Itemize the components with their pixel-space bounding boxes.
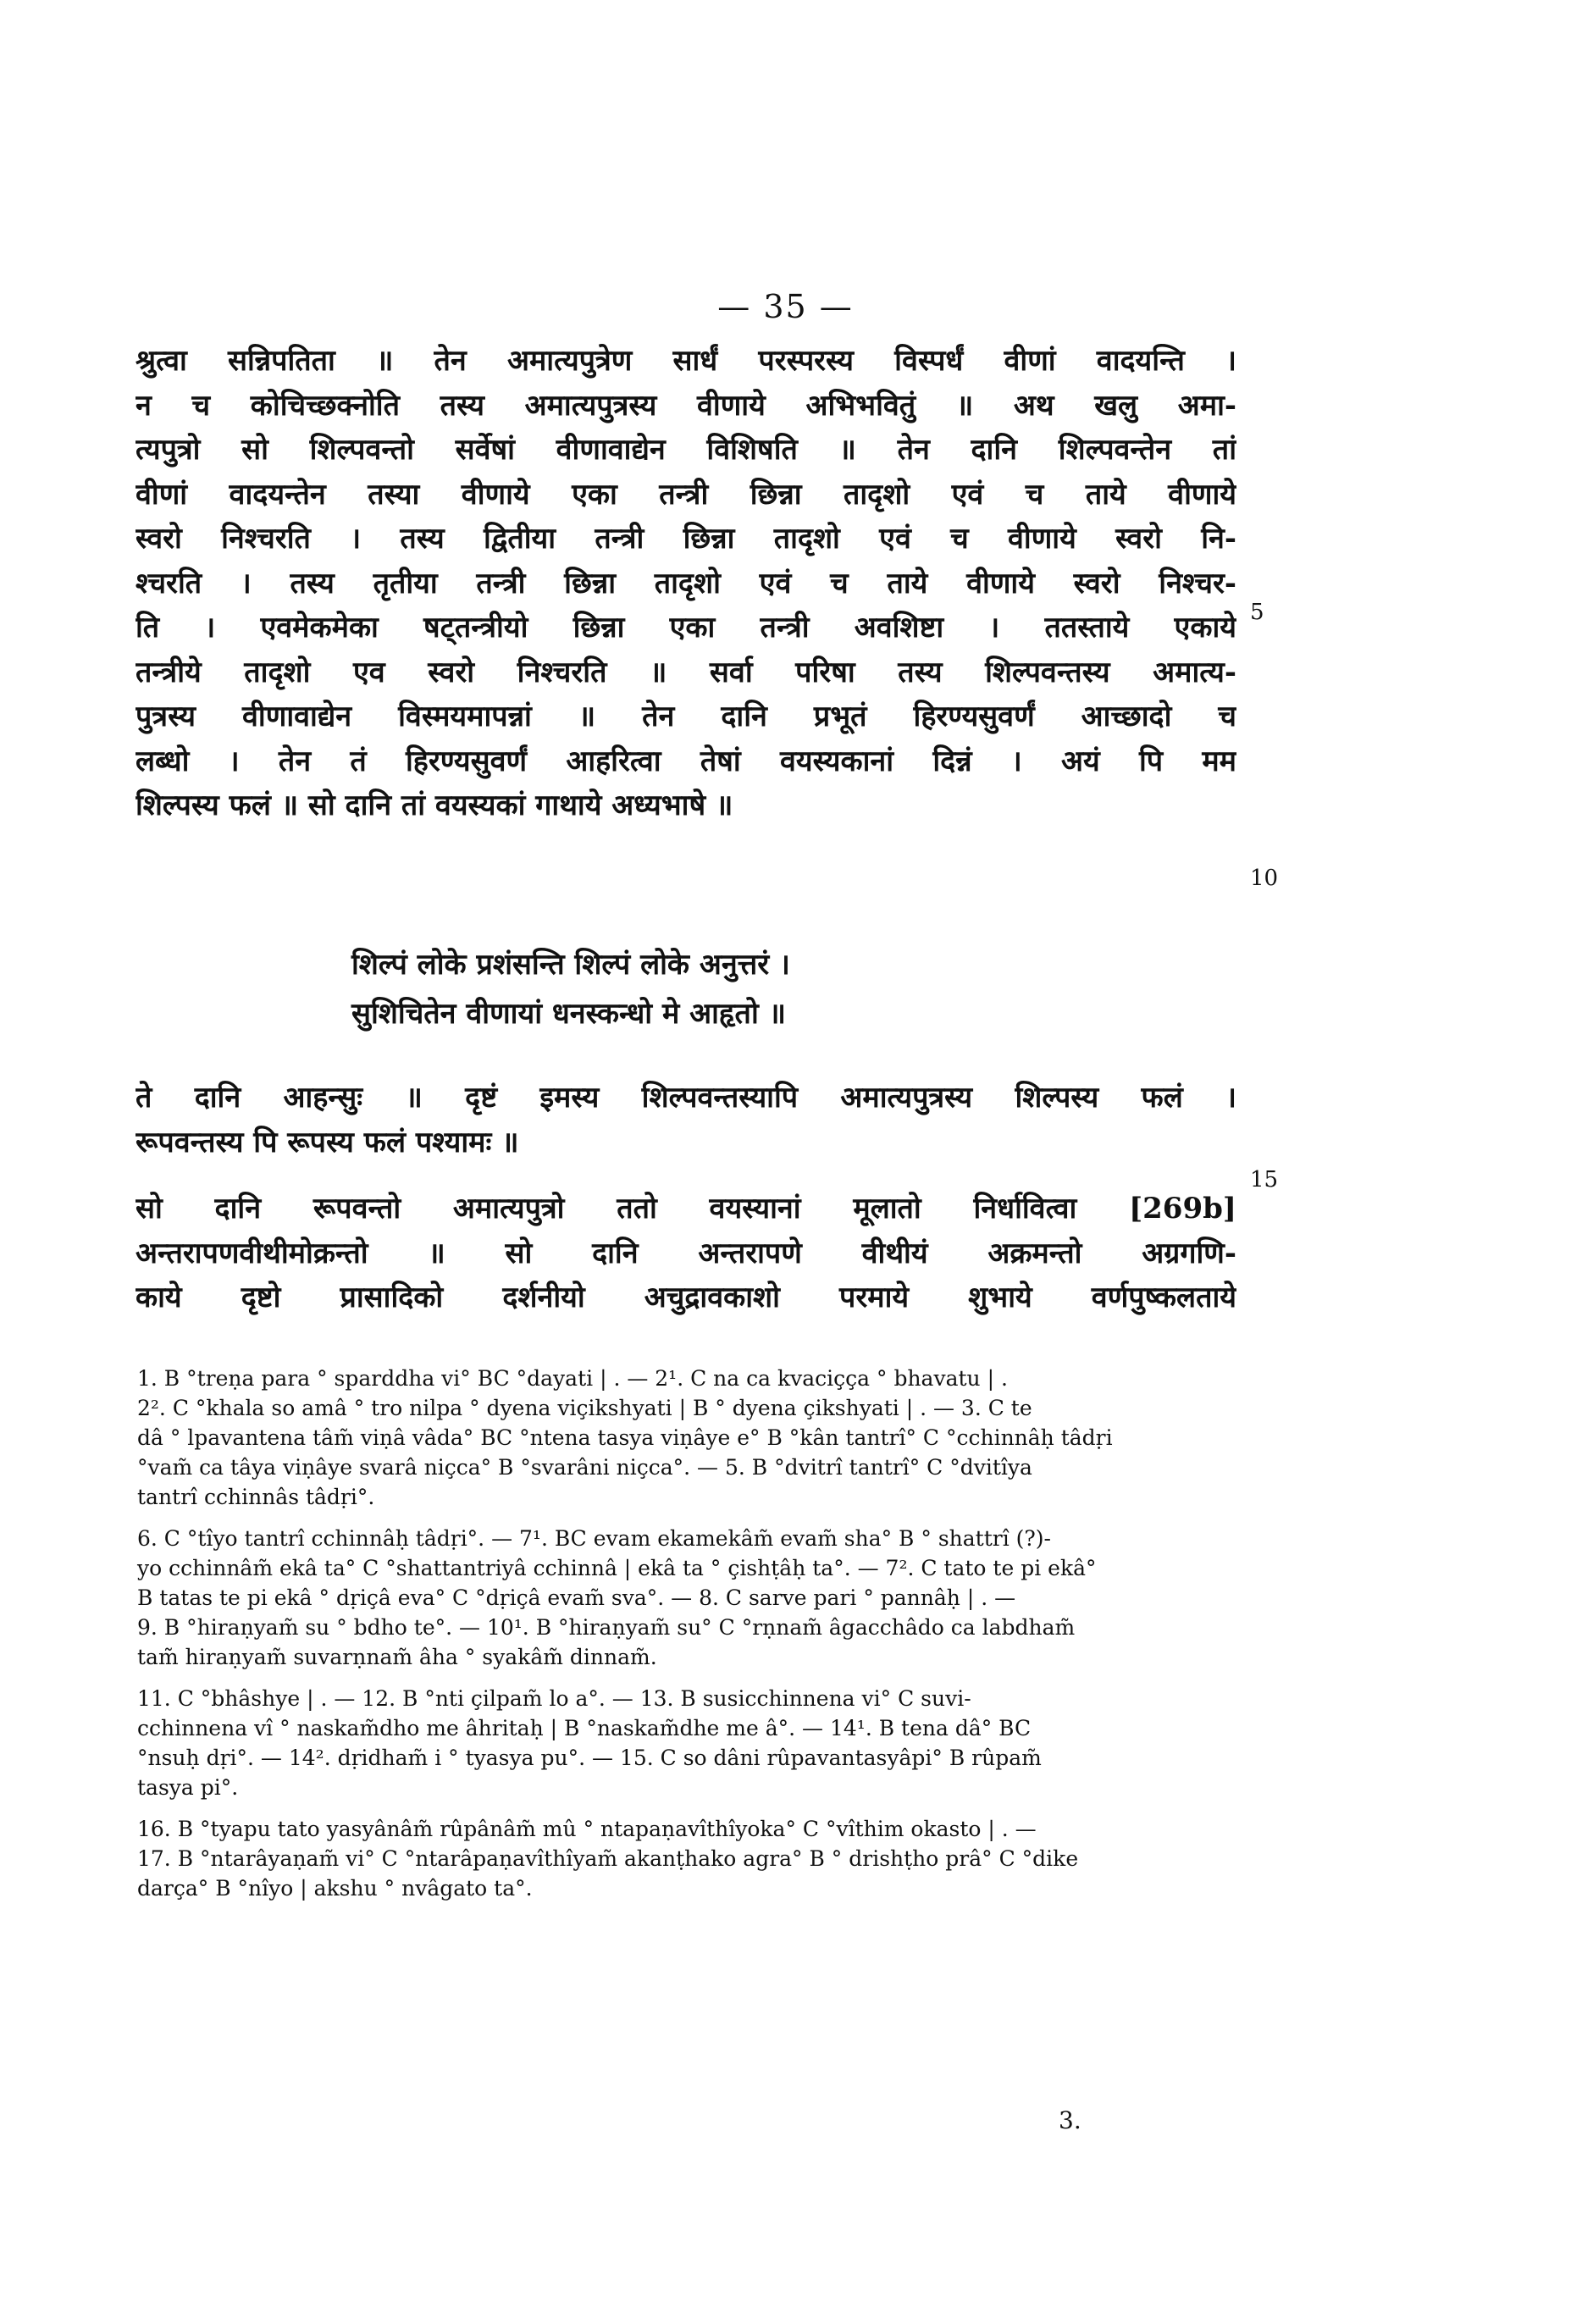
footnote-line: 16. B °tyapu tato yasyânâm̃ rûpânâm̃ mû ° ntapaṇavîthîyoka° C °vîthim okasto | . — — [137, 1817, 1037, 1841]
footnote-line: dâ ° lpavantena tâm̃ viṇâ vâda° BC °ntena tasya viṇâye e° B °kân tantrî° C °cchinnâḥ tâdṛi — [137, 1425, 1113, 1450]
footnote-line: 9. B °hiraṇyam̃ su ° bdho te°. — 10¹. B °hiraṇyam̃ su° C °rṇnam̃ âgacchâdo ca labdham̃ — [137, 1615, 1076, 1640]
footnote-line: yo cchinnâm̃ ekâ ta° C °shattantriyâ cchinnâ | ekâ ta ° çishṭâḥ ta°. — 7². C tato te pi ekâ° — [137, 1556, 1097, 1580]
footnote-line: B tatas te pi ekâ ° dṛiçâ eva° C °dṛiçâ evam̃ sva°. — 8. C sarve pari ° pannâḥ | . — — [137, 1585, 1016, 1610]
footnote-line: cchinnena vî ° naskam̃dho me âhritaḥ | B °naskam̃dhe me â°. — 14¹. B tena dâ° BC — [137, 1716, 1032, 1740]
text-line: काये दृष्टो प्रासादिको दर्शनीयो अचुद्रावकाशो परमाये शुभाये वर्णपुष्कलताये — [136, 1281, 1236, 1314]
footnote-line: darça° B °nîyo | akshu ° nvâgato ta°. — [137, 1876, 533, 1901]
text-line: पुत्रस्य वीणावाद्येन विस्मयमापन्नां ॥ तेन दानि प्रभूतं हिरण्यसुवर्णं आच्छादो च — [136, 700, 1236, 733]
signature-mark: 3. — [1059, 2106, 1081, 2134]
verse — [351, 940, 1114, 1038]
main-text — [136, 339, 1236, 828]
text-line: वीणां वादयन्तेन तस्या वीणाये एका तन्त्री छिन्ना तादृशो एवं च ताये वीणाये — [136, 477, 1236, 512]
footnote-line: 11. C °bhâshye | . — 12. B °nti çilpam̃ lo a°. — 13. B susicchinnena vi° C suvi- — [137, 1686, 971, 1711]
text-line: श्रुत्वा सन्निपतिता ॥ तेन अमात्यपुत्रेण सार्धं परस्परस्य विस्पर्धं वीणां वादयन्ति । — [136, 344, 1236, 378]
footnote — [119, 1684, 1236, 1802]
text-line: रूपवन्तस्य पि रूपस्य फलं पश्यामः ॥ — [136, 1125, 519, 1159]
footnotes — [119, 1364, 1236, 1915]
prose-section-3 — [136, 1186, 1236, 1320]
text-line: शिल्पस्य फलं ॥ सो दानि तां वयस्यकां गाथाये अध्यभाषे ॥ — [136, 788, 733, 822]
footnote-line: 17. B °ntarâyaṇam̃ vi° C °ntarâpaṇavîthîyam̃ akanṭhako agra° B ° drishṭho prâ° C °dike — [137, 1846, 1079, 1871]
text-line: लब्धो । तेन तं हिरण्यसुवर्णं आहरित्वा तेषां वयस्यकानां दिन्नं । अयं पि मम — [136, 744, 1236, 778]
footnote — [119, 1814, 1236, 1903]
footnote — [119, 1364, 1236, 1512]
footnote-line: tam̃ hiraṇyam̃ suvarṇnam̃ âha ° syakâm̃ dinnam̃. — [137, 1645, 657, 1669]
text-line: ते दानि आहन्सुः ॥ दृष्टं इमस्य शिल्पवन्तस्यापि अमात्यपुत्रस्य शिल्पस्य फलं । — [136, 1081, 1236, 1115]
footnote-line: °nsuḥ dṛi°. — 14². dṛidham̃ i ° tyasya pu°. — 15. C so dâni rûpavantasyâpi° B rûpam̃ — [137, 1746, 1042, 1770]
prose-section-2 — [136, 1076, 1236, 1165]
footnote-line: 1. B °treṇa para ° sparddha vi° BC °dayati | . — 2¹. C na ca kvaciçça ° bhavatu | . — [137, 1366, 1008, 1391]
text-line: अन्तरापणवीथीमोक्रन्तो ॥ सो दानि अन्तरापणे वीथीयं अक्रमन्तो अग्रगणि- — [136, 1236, 1236, 1270]
verse-line: सुशिचितेन वीणायां धनस्कन्धो मे आहृतो ॥ — [351, 997, 786, 1031]
text-line: स्वरो निश्चरति । तस्य द्वितीया तन्त्री छिन्ना तादृशो एवं च वीणाये स्वरो नि- — [136, 522, 1236, 556]
text-line: सो दानि रूपवन्तो अमात्यपुत्रो ततो वयस्यानां मूलातो निर्धावित्वा [269b] — [136, 1192, 1236, 1226]
text-line: तन्त्रीये तादृशो एव स्वरो निश्चरति ॥ सर्वा परिषा तस्य शिल्पवन्तस्य अमात्य- — [136, 655, 1236, 689]
text-line: न च कोचिच्छक्नोति तस्य अमात्यपुत्रस्य वीणाये अभिभवितुं ॥ अथ खलु अमा- — [136, 388, 1236, 423]
footnote-line: °vam̃ ca tâya viṇâye svarâ niçca° B °svarâni niçca°. — 5. B °dvitrî tantrî° C °dvitîya — [137, 1455, 1032, 1480]
footnote-line: 2². C °khala so amâ ° tro nilpa ° dyena viçikshyati | B ° dyena çikshyati | . — 3. C te — [137, 1396, 1032, 1420]
margin-line-number: 5 — [1250, 600, 1264, 625]
page-number: — 35 — — [717, 288, 854, 325]
footnote-line: tasya pi°. — [137, 1775, 239, 1800]
text-line: श्चरति । तस्य तृतीया तन्त्री छिन्ना तादृशो एवं च ताये वीणाये स्वरो निश्चर- — [136, 566, 1236, 600]
footnote-line: 6. C °tîyo tantrî cchinnâḥ tâdṛi°. — 7¹. BC evam ekamekâm̃ evam̃ sha° B ° shattrî (?)- — [137, 1526, 1051, 1551]
margin-line-number: 10 — [1250, 866, 1279, 891]
margin-line-number: 15 — [1250, 1167, 1279, 1192]
text-line: ति । एवमेकमेका षट्तन्त्रीयो छिन्ना एका तन्त्री अवशिष्टा । ततस्ताये एकाये — [136, 611, 1236, 645]
text-line: त्यपुत्रो सो शिल्पवन्तो सर्वेषां वीणावाद्येन विशिषति ॥ तेन दानि शिल्पवन्तेन तां — [136, 433, 1236, 467]
footnote — [119, 1524, 1236, 1672]
verse-line: शिल्पं लोके प्रशंसन्ति शिल्पं लोके अनुत्तरं । — [351, 948, 790, 982]
footnote-line: tantrî cchinnâs tâdṛi°. — [137, 1485, 375, 1509]
